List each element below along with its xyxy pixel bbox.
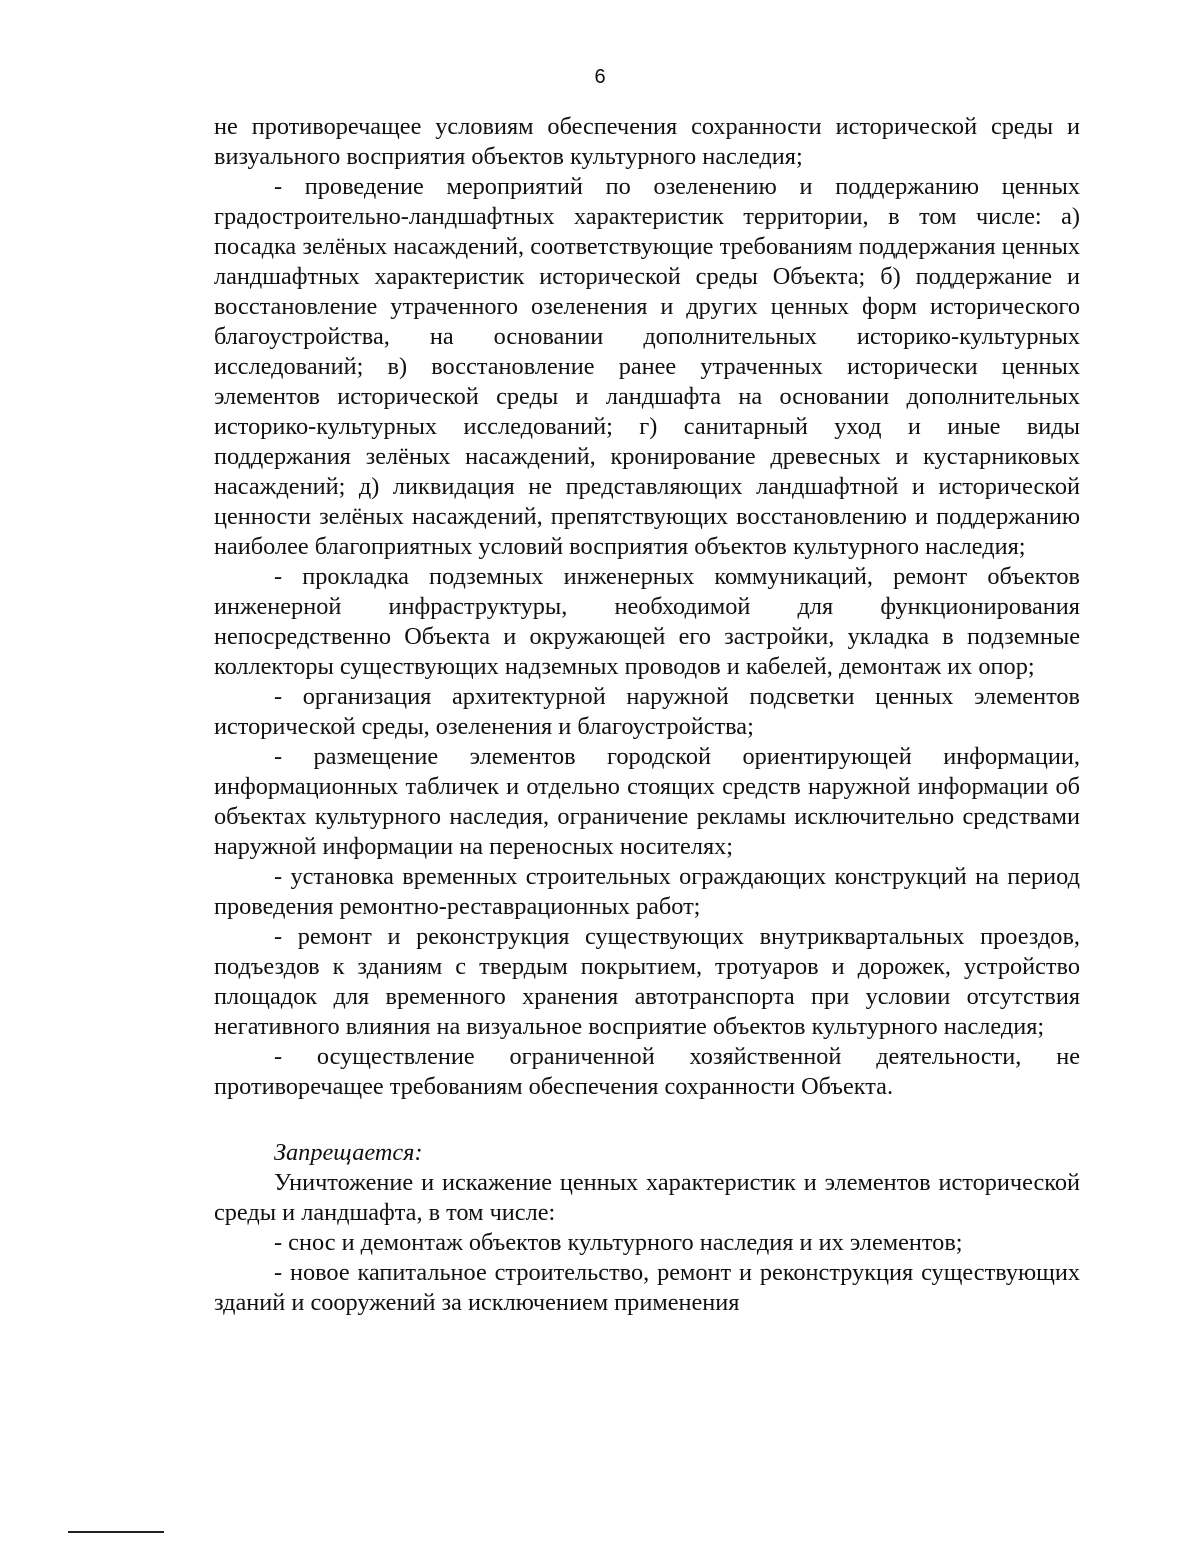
- document-body: [214, 112, 1080, 1318]
- paragraph-destruction: Уничтожение и искажение ценных характеристик и элементов исторической среды и ландшафта, в том числе:: [214, 1169, 1080, 1226]
- footer-rule: [68, 1531, 164, 1533]
- paragraph-demolition: - снос и демонтаж объектов культурного наследия и их элементов;: [274, 1229, 963, 1256]
- paragraph-intro: не противоречащее условиям обеспечения сохранности исторической среды и визуального восприятия объектов культурного наследия;: [214, 113, 1080, 170]
- paragraph-lighting: - организация архитектурной наружной подсветки ценных элементов исторической среды, озеленения и благоустройства;: [214, 683, 1080, 740]
- paragraph-fencing: - установка временных строительных ограждающих конструкций на период проведения ремонтно-реставрационных работ;: [214, 863, 1080, 920]
- paragraph-construction: - новое капитальное строительство, ремонт и реконструкция существующих зданий и сооружений за исключением применения: [214, 1259, 1080, 1316]
- paragraph-roads: - ремонт и реконструкция существующих внутриквартальных проездов, подъездов к зданиям с твердым покрытием, тротуаров и дорожек, устройство площадок для временного хранения автотранспорта при условии отсутствия негативного влияния на визуальное восприятие объектов культурного наследия;: [214, 923, 1080, 1040]
- paragraph-signage: - размещение элементов городской ориентирующей информации, информационных табличек и отдельно стоящих средств наружной информации об объектах культурного наследия, ограничение рекламы исключительно средствами наружной информации на переносных носителях;: [214, 743, 1080, 860]
- paragraph-landscaping: - проведение мероприятий по озеленению и поддержанию ценных градостроительно-ландшафтных характеристик территории, в том числе: а) посадка зелёных насаждений, соответствующие требованиям поддержания ценных ландшафтных характеристик исторической среды Объекта; б) поддержание и восстановление утраченного озеленения и других ценных форм исторического благоустройства, на основании дополнительных историко-культурных исследований; в) восстановление ранее утраченных исторически ценных элементов исторической среды и ландшафта на основании дополнительных историко-культурных исследований; г) санитарный уход и иные виды поддержания зелёных насаждений, кронирование древесных и кустарниковых насаждений; д) ликвидация не представляющих ландшафтной и исторической ценности зелёных насаждений, препятствующих восстановлению и поддержанию наиболее благоприятных условий восприятия объектов культурного наследия;: [214, 173, 1080, 560]
- paragraph-economic-activity: - осуществление ограниченной хозяйственной деятельности, не противоречащее требованиям обеспечения сохранности Объекта.: [214, 1043, 1080, 1100]
- page-number: 6: [594, 66, 606, 88]
- heading-prohibited: Запрещается:: [274, 1139, 423, 1166]
- paragraph-utilities: - прокладка подземных инженерных коммуникаций, ремонт объектов инженерной инфраструктуры, необходимой для функционирования непосредственно Объекта и окружающей его застройки, укладка в подземные коллекторы существующих надземных проводов и кабелей, демонтаж их опор;: [214, 563, 1080, 680]
